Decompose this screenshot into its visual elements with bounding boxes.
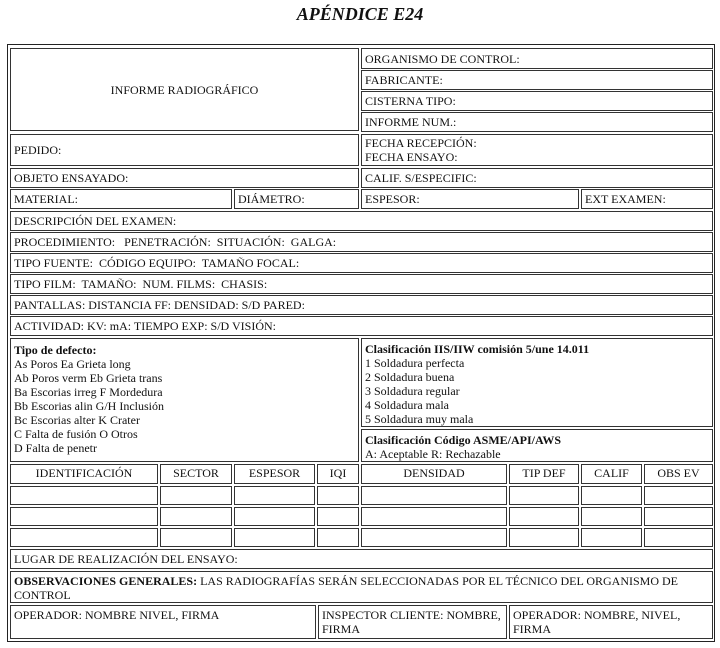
cisterna-field[interactable] xyxy=(361,91,713,111)
observaciones-field[interactable] xyxy=(10,571,713,603)
clasif-iis-cell xyxy=(361,338,713,427)
actividad-label: ACTIVIDAD: KV: mA: TIEMPO EXP: S/D VISIÓN: xyxy=(14,319,277,333)
table-cell[interactable] xyxy=(10,528,158,547)
table-cell[interactable] xyxy=(317,486,359,505)
informe-title-cell xyxy=(10,48,359,131)
clasif-iis-item: 3 Soldadura regular xyxy=(365,384,460,398)
col-header-identificacion: IDENTIFICACIÓN xyxy=(10,464,158,484)
table-cell[interactable] xyxy=(10,486,158,505)
table-cell[interactable] xyxy=(644,507,713,526)
firma-operador-2[interactable] xyxy=(509,605,713,639)
actividad-field[interactable] xyxy=(10,316,713,336)
material-label: MATERIAL: xyxy=(14,192,78,206)
col-header-iqi: IQI xyxy=(317,464,359,484)
table-cell[interactable] xyxy=(361,528,507,547)
material-field[interactable] xyxy=(10,189,232,209)
table-cell[interactable] xyxy=(509,486,579,505)
table-cell[interactable] xyxy=(581,528,642,547)
table-cell[interactable] xyxy=(317,507,359,526)
organismo-field[interactable] xyxy=(361,48,713,69)
diametro-label: DIÁMETRO: xyxy=(238,192,305,206)
firma-inspector[interactable] xyxy=(318,605,507,639)
objeto-field[interactable] xyxy=(10,168,359,188)
fabricante-label: FABRICANTE: xyxy=(365,73,443,87)
diametro-field[interactable] xyxy=(234,189,359,209)
lugar-field[interactable] xyxy=(10,549,713,569)
procedimiento-field[interactable] xyxy=(10,232,713,252)
ext-examen-field[interactable] xyxy=(581,189,713,209)
fecha-ensayo-label: FECHA ENSAYO: xyxy=(365,150,458,164)
observaciones-text: LAS RADIOGRAFÍAS SERÁN SELECCIONADAS POR EL TÉCNICO DEL ORGANISMO DE CONTROL xyxy=(14,574,678,602)
table-cell[interactable] xyxy=(317,528,359,547)
defect-item: D Falta de penetr xyxy=(14,441,97,455)
procedimiento-label: PROCEDIMIENTO: PENETRACIÓN: SITUACIÓN: GALGA: xyxy=(14,235,337,249)
table-cell[interactable] xyxy=(234,528,315,547)
firma-operador-1-label: OPERADOR: NOMBRE NIVEL, FIRMA xyxy=(14,608,220,622)
defect-types-cell xyxy=(10,338,359,462)
table-cell[interactable] xyxy=(361,507,507,526)
firma-inspector-label: INSPECTOR CLIENTE: NOMBRE, FIRMA xyxy=(322,608,501,636)
tipo-film-label: TIPO FILM: TAMAÑO: NUM. FILMS: CHASIS: xyxy=(14,277,268,291)
defect-item: Bb Escorias alin G/H Inclusión xyxy=(14,399,164,413)
firma-operador-1[interactable] xyxy=(10,605,316,639)
col-header-densidad: DENSIDAD xyxy=(361,464,507,484)
observaciones-label: OBSERVACIONES GENERALES: xyxy=(14,574,198,588)
calif-field[interactable] xyxy=(361,168,713,188)
fabricante-field[interactable] xyxy=(361,70,713,90)
objeto-label: OBJETO ENSAYADO: xyxy=(14,171,129,185)
ext-examen-label: EXT EXAMEN: xyxy=(585,192,666,206)
col-header-sector: SECTOR xyxy=(160,464,232,484)
table-cell[interactable] xyxy=(160,528,232,547)
table-cell[interactable] xyxy=(160,507,232,526)
pedido-field[interactable] xyxy=(10,134,359,166)
informe-num-field[interactable] xyxy=(361,112,713,132)
descripcion-label: DESCRIPCIÓN DEL EXAMEN: xyxy=(14,214,177,228)
organismo-label: ORGANISMO DE CONTROL: xyxy=(365,51,520,66)
calif-label: CALIF. S/ESPECIFIC: xyxy=(365,171,477,185)
table-cell[interactable] xyxy=(234,507,315,526)
fechas-field[interactable] xyxy=(361,134,713,166)
clasif-asme-heading: Clasificación Código ASME/API/AWS xyxy=(365,433,562,447)
col-header-espesor: ESPESOR xyxy=(234,464,315,484)
table-cell[interactable] xyxy=(160,486,232,505)
col-header-tip-def: TIP DEF xyxy=(509,464,579,484)
table-cell[interactable] xyxy=(644,486,713,505)
informe-num-label: INFORME NUM.: xyxy=(365,115,457,129)
col-header-calif: CALIF xyxy=(581,464,642,484)
defect-item: Ba Escorias irreg F Mordedura xyxy=(14,385,163,399)
fecha-recepcion-label: FECHA RECEPCIÓN: xyxy=(365,136,477,150)
table-cell[interactable] xyxy=(509,528,579,547)
page-title: APÉNDICE E24 xyxy=(296,4,424,24)
espesor-label: ESPESOR: xyxy=(365,192,420,206)
table-cell[interactable] xyxy=(234,486,315,505)
clasif-iis-heading: Clasificación IIS/IIW comisión 5/une 14.011 xyxy=(365,342,590,356)
table-cell[interactable] xyxy=(581,507,642,526)
table-cell[interactable] xyxy=(361,486,507,505)
table-cell[interactable] xyxy=(10,507,158,526)
table-cell[interactable] xyxy=(581,486,642,505)
tipo-fuente-label: TIPO FUENTE: CÓDIGO EQUIPO: TAMAÑO FOCAL: xyxy=(14,256,300,270)
defect-item: Ab Poros verm Eb Grieta trans xyxy=(14,371,163,385)
informe-title: INFORME RADIOGRÁFICO xyxy=(110,82,259,97)
col-header-obs-ev: OBS EV xyxy=(644,464,713,484)
table-cell[interactable] xyxy=(644,528,713,547)
pantallas-label: PANTALLAS: DISTANCIA FF: DENSIDAD: S/D PARED: xyxy=(14,298,305,312)
clasif-iis-item: 2 Soldadura buena xyxy=(365,370,455,384)
defect-item: C Falta de fusión O Otros xyxy=(14,427,138,441)
tipo-fuente-field[interactable] xyxy=(10,253,713,273)
firma-operador-2-label: OPERADOR: NOMBRE, NIVEL, FIRMA xyxy=(513,608,681,636)
clasif-iis-item: 4 Soldadura mala xyxy=(365,398,449,412)
defect-item: Bc Escorias alter K Crater xyxy=(14,413,140,427)
defect-item: As Poros Ea Grieta long xyxy=(14,357,131,371)
clasif-asme-cell xyxy=(361,429,713,462)
espesor-field[interactable] xyxy=(361,189,579,209)
cisterna-label: CISTERNA TIPO: xyxy=(365,94,456,108)
clasif-iis-item: 1 Soldadura perfecta xyxy=(365,356,465,370)
defect-types-heading: Tipo de defecto: xyxy=(14,343,97,357)
pantallas-field[interactable] xyxy=(10,295,713,315)
clasif-iis-item: 5 Soldadura muy mala xyxy=(365,412,474,426)
lugar-label: LUGAR DE REALIZACIÓN DEL ENSAYO: xyxy=(14,552,238,566)
pedido-label: PEDIDO: xyxy=(14,143,62,157)
table-cell[interactable] xyxy=(509,507,579,526)
descripcion-field[interactable] xyxy=(10,211,713,231)
clasif-asme-text: A: Aceptable R: Rechazable xyxy=(365,447,501,461)
tipo-film-field[interactable] xyxy=(10,274,713,294)
